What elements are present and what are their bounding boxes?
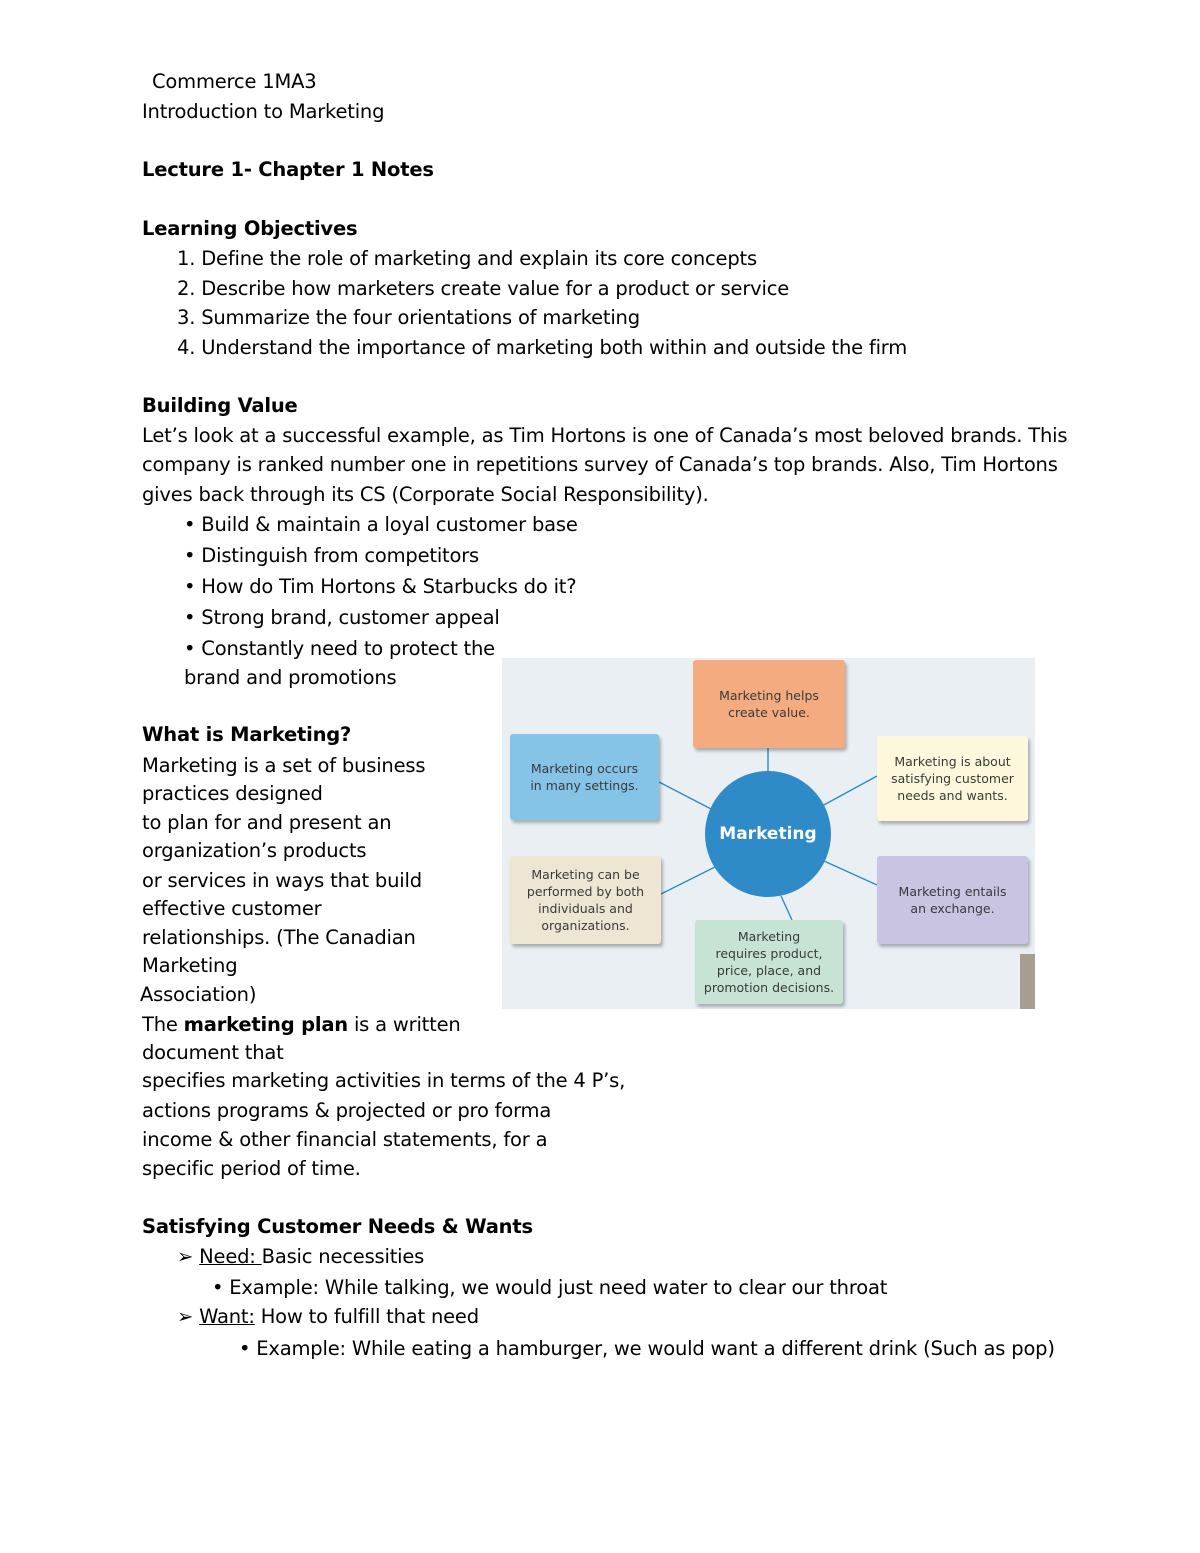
lecture-title: Lecture 1- Chapter 1 Notes [142,158,434,181]
definition-line: practices designed [142,782,323,805]
box-exchange: Marketing entails an exchange. [877,856,1028,944]
definition-line: Marketing [142,954,238,977]
course-title: Introduction to Marketing [142,100,385,123]
need-label: Need: [199,1245,262,1268]
definition-line: effective customer [142,897,322,920]
connector-line [781,896,792,920]
marketing-plan-line [142,1013,461,1037]
objective-item: 4. Understand the importance of marketing both within and outside the firm [177,336,908,359]
plan-intro: The [142,1013,184,1036]
want-text: How to fulfill that need [254,1305,479,1328]
bullet-item: • Strong brand, customer appeal [184,606,500,629]
connector-line [659,782,713,810]
building-value-paragraph-line: Let’s look at a successful example, as Tim Hortons is one of Canada’s most beloved brands. This [142,424,1068,447]
connector-line [822,776,877,806]
bullet-item: • Build & maintain a loyal customer base [184,513,578,536]
objectives-heading: Learning Objectives [142,217,358,240]
building-value-paragraph-line: company is ranked number one in repetitions survey of Canada’s top brands. Also, Tim Hortons [142,453,1058,476]
definition-line: Association) [140,983,257,1006]
plan-line: specific period of time. [142,1157,361,1180]
marketing-concepts-diagram [502,658,1035,1009]
plan-line: actions programs & projected or pro forma [142,1099,552,1122]
bullet-item: • How do Tim Hortons & Starbucks do it? [184,575,577,598]
definition-line: organization’s products [142,839,367,862]
box-individuals-organizations: Marketing can be performed by both individuals and organizations. [510,856,661,944]
arrow-bullet-icon: ➢ [177,1245,194,1268]
marketing-center-circle: Marketing [705,771,831,897]
need-line [177,1245,424,1269]
box-needs-wants: Marketing is about satisfying customer needs and wants. [877,736,1028,821]
what-is-marketing-heading: What is Marketing? [142,723,352,746]
building-value-heading: Building Value [142,394,298,417]
objective-item: 2. Describe how marketers create value for a product or service [177,277,790,300]
plan-line: specifies marketing activities in terms of the 4 P’s, [142,1069,626,1092]
course-code: Commerce 1MA3 [152,70,317,93]
want-line [177,1305,479,1329]
box-many-settings: Marketing occurs in many settings. [510,734,659,820]
connector-line [824,861,877,885]
image-edge-strip [1020,954,1035,1009]
plan-line: document that [142,1041,284,1064]
definition-line: relationships. (The Canadian [142,926,416,949]
bullet-item: • Constantly need to protect the [184,637,495,660]
plan-rest: is a written [347,1013,461,1036]
needs-wants-heading: Satisfying Customer Needs & Wants [142,1215,533,1238]
definition-line: or services in ways that build [142,869,422,892]
box-4p-decisions: Marketing requires product, price, place, and promotion decisions. [695,920,843,1004]
bullet-item: • Distinguish from competitors [184,544,480,567]
objective-item: 3. Summarize the four orientations of marketing [177,306,640,329]
definition-line: Marketing is a set of business [142,754,426,777]
building-value-paragraph-line: gives back through its CS (Corporate Social Responsibility). [142,483,709,506]
want-label: Want: [199,1305,255,1328]
bullet-continuation: brand and promotions [184,666,397,689]
objective-item: 1. Define the role of marketing and explain its core concepts [177,247,757,270]
want-example: • Example: While eating a hamburger, we would want a different drink (Such as pop) [239,1337,1055,1360]
arrow-bullet-icon: ➢ [177,1305,194,1328]
definition-line: to plan for and present an [142,811,392,834]
plan-bold-term: marketing plan [183,1013,348,1036]
box-create-value: Marketing helps create value. [693,660,845,748]
need-text: Basic necessities [261,1245,425,1268]
plan-line: income & other financial statements, for a [142,1128,548,1151]
connector-line [661,866,717,894]
need-example: • Example: While talking, we would just need water to clear our throat [212,1276,888,1299]
